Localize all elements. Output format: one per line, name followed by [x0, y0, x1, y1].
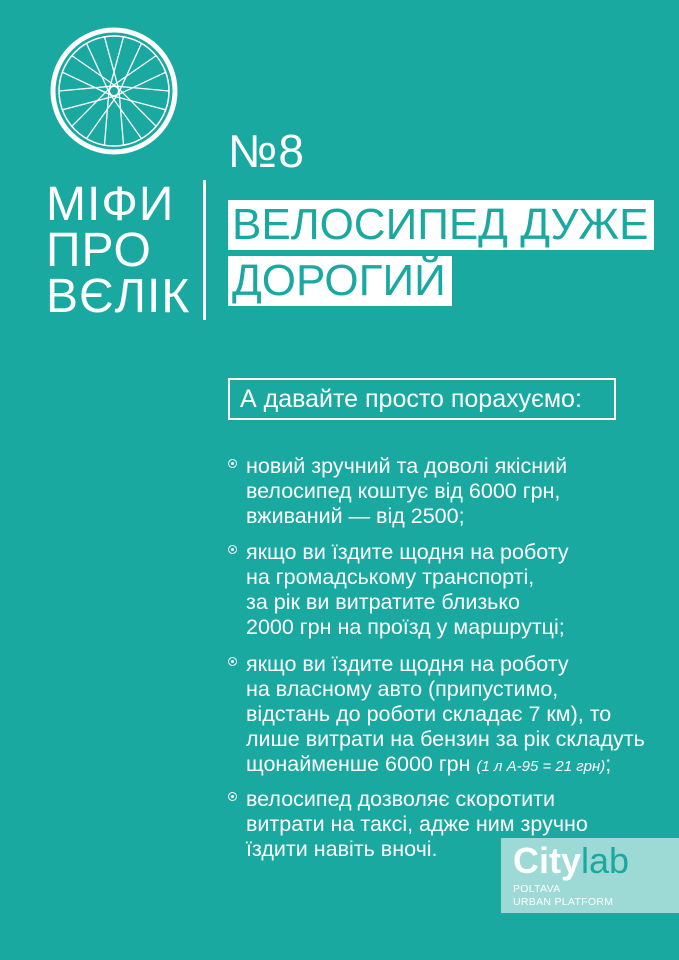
wheel-spoke — [120, 43, 142, 90]
series-title-line: МІФИ — [46, 178, 175, 231]
list-item — [228, 540, 569, 640]
bullet-icon — [228, 459, 237, 468]
wheel-spoke — [72, 90, 108, 127]
series-title-line: ВЄЛІК — [46, 270, 191, 323]
logo-wordmark-city: City — [513, 840, 582, 881]
bicycle-wheel-icon — [48, 25, 180, 157]
headline — [228, 200, 654, 306]
wheel-spoke — [116, 97, 166, 110]
list-item-punct: ; — [605, 752, 612, 776]
fuel-price-note: (1 л А-95 = 21 грн) — [476, 758, 606, 775]
list-item-text: їздити навіть вночі. — [246, 837, 438, 861]
series-title — [46, 178, 191, 323]
list-item-text: за рік ви витратите близько — [246, 590, 520, 614]
headline-line: ВЕЛОСИПЕД ДУЖЕ — [228, 200, 654, 250]
list-item-text: велосипед коштує від 6000 грн, — [246, 479, 561, 503]
wheel-spoke — [120, 90, 156, 127]
bullet-icon — [228, 792, 237, 801]
wheel-spoke — [59, 86, 110, 91]
wheel-spoke — [62, 97, 112, 110]
list-item-text-last — [228, 752, 645, 779]
citylab-logo — [501, 838, 679, 913]
issue-number: №8 — [228, 125, 305, 177]
logo-subtitle-line: URBAN PLATFORM — [513, 896, 614, 908]
wheel-spoke — [118, 86, 169, 91]
list-item-text: якщо ви їздите щодня на роботу — [246, 652, 569, 676]
list-item-text: на громадському транспорті, — [246, 565, 535, 589]
logo-wordmark — [513, 840, 629, 882]
list-item-text: лише витрати на бензин за рік складуть — [246, 727, 645, 751]
intro-box: А давайте просто порахуємо: — [228, 378, 616, 420]
list-item-text: велосипед дозволяє скоротити — [246, 787, 555, 811]
logo-subtitle — [513, 883, 613, 909]
logo-wordmark-lab: lab — [581, 840, 630, 881]
list-item-text: на власному авто (припустимо, — [246, 677, 559, 701]
list-item-text: щонайменше 6000 грн — [246, 752, 471, 776]
headline-line: ДОРОГИЙ — [228, 256, 452, 306]
logo-subtitle-line: POLTAVA — [513, 883, 561, 895]
bullet-icon — [228, 657, 237, 666]
list-item-text: новий зручний та доволі якісний — [246, 454, 568, 478]
wheel-spoke — [119, 94, 123, 145]
list-item — [228, 454, 567, 529]
wheel-spoke — [114, 56, 156, 85]
list-item-text: якщо ви їздите щодня на роботу — [246, 540, 569, 564]
list-item-text: витрати на таксі, адже ним зручно — [246, 812, 588, 836]
list-item-text: 2000 грн на проїзд у маршрутці; — [246, 615, 565, 639]
wheel-spoke — [72, 56, 114, 85]
list-item-text: відстань до роботи складає 7 км), то — [246, 702, 612, 726]
series-title-line: ПРО — [46, 224, 152, 277]
list-item-text: вживаний — від 2500; — [246, 504, 465, 528]
bullet-icon — [228, 545, 237, 554]
wheel-spoke — [104, 94, 108, 145]
list-item — [228, 652, 645, 779]
wheel-spoke — [87, 43, 109, 90]
divider — [203, 180, 206, 320]
